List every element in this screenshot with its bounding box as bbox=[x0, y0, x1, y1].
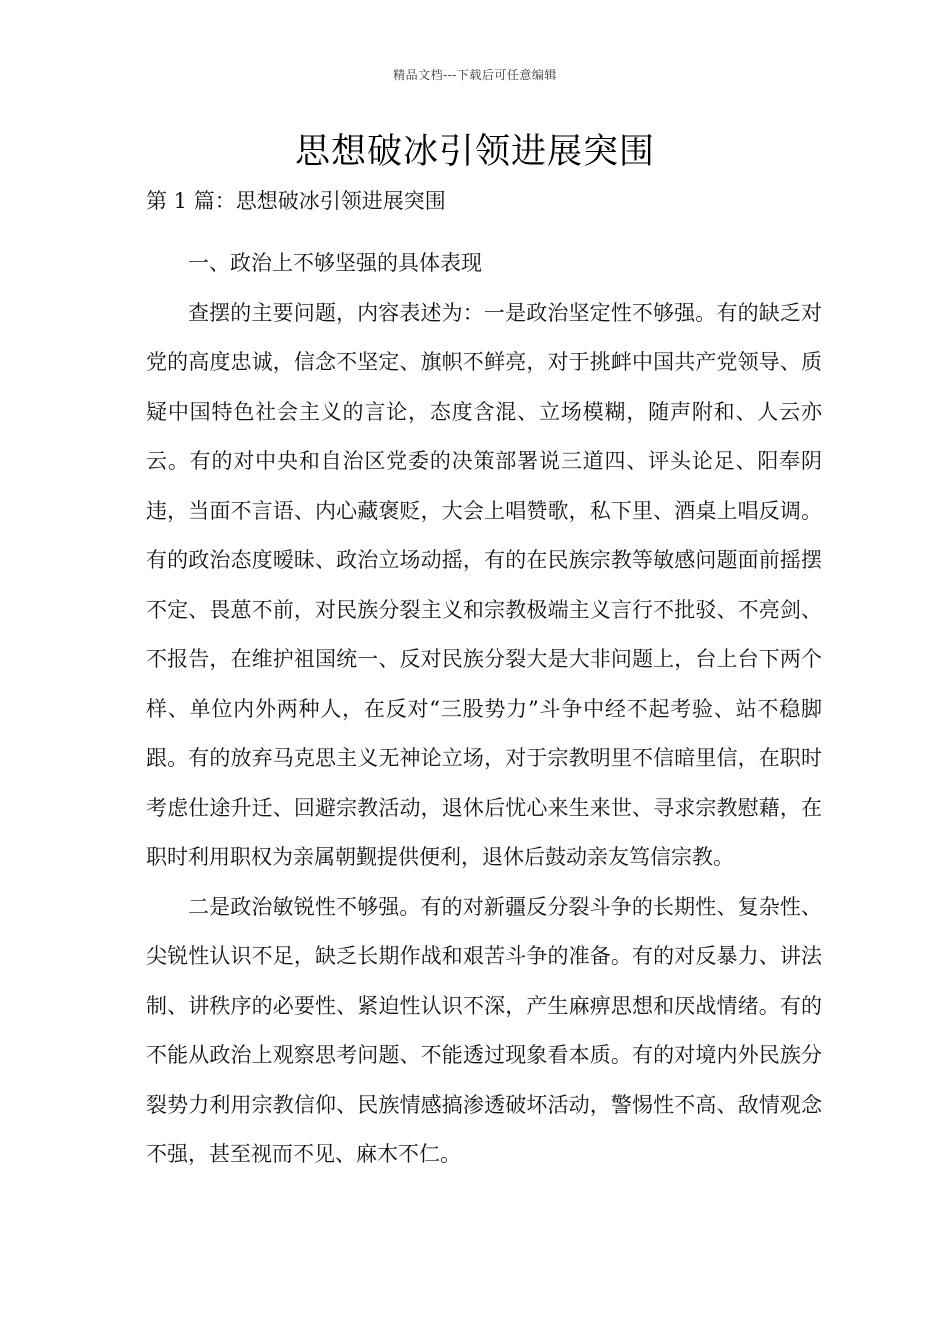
header-note: 精品文档---下载后可任意编辑 bbox=[393, 68, 557, 82]
body-paragraph-2: 二是政治敏锐性不够强。有的对新疆反分裂斗争的长期性、复杂性、尖锐性认识不足，缺乏长期作战和艰苦斗争的准备。有的对反暴力、讲法制、讲秩序的必要性、紧迫性认识不深，产生麻痹思想和厌战情绪。有的不能从政治上观察思考问题、不能透过现象看本质。有的对境内外民族分裂势力利用宗教信仰、民族情感搞渗透破坏活动，警惕性不高、敌情观念不强，甚至视而不见、麻木不仁。 bbox=[146, 894, 822, 1166]
body-paragraph-1: 查摆的主要问题，内容表述为：一是政治坚定性不够强。有的缺乏对党的高度忠诚，信念不坚定、旗帜不鲜亮，对于挑衅中国共产党领导、质疑中国特色社会主义的言论，态度含混、立场模糊，随声附和、人云亦云。有的对中央和自治区党委的决策部署说三道四、评头论足、阳奉阴违，当面不言语、内心藏褒贬，大会上唱赞歌，私下里、酒桌上唱反调。有的政治态度暧昧、政治立场动摇，有的在民族宗教等敏感问题面前摇摆不定、畏葸不前，对民族分裂主义和宗教极端主义言行不批驳、不亮剑、不报告，在维护祖国统一、反对民族分裂大是大非问题上，台上台下两个样、单位内外两种人，在反对“三股势力”斗争中经不起考验、站不稳脚跟。有的放弃马克思主义无神论立场，对于宗教明里不信暗里信，在职时考虑仕途升迁、回避宗教活动，退休后忧心来生来世、寻求宗教慰藉，在职时利用职权为亲属朝觐提供便利，退休后鼓动亲友笃信宗教。 bbox=[146, 300, 822, 869]
document-title: 思想破冰引领进展突围 bbox=[294, 132, 655, 172]
section-heading: 一、政治上不够坚强的具体表现 bbox=[188, 251, 482, 275]
document-body bbox=[146, 181, 822, 1180]
chapter-line: 第 1 篇：思想破冰引领进展突围 bbox=[146, 189, 446, 213]
